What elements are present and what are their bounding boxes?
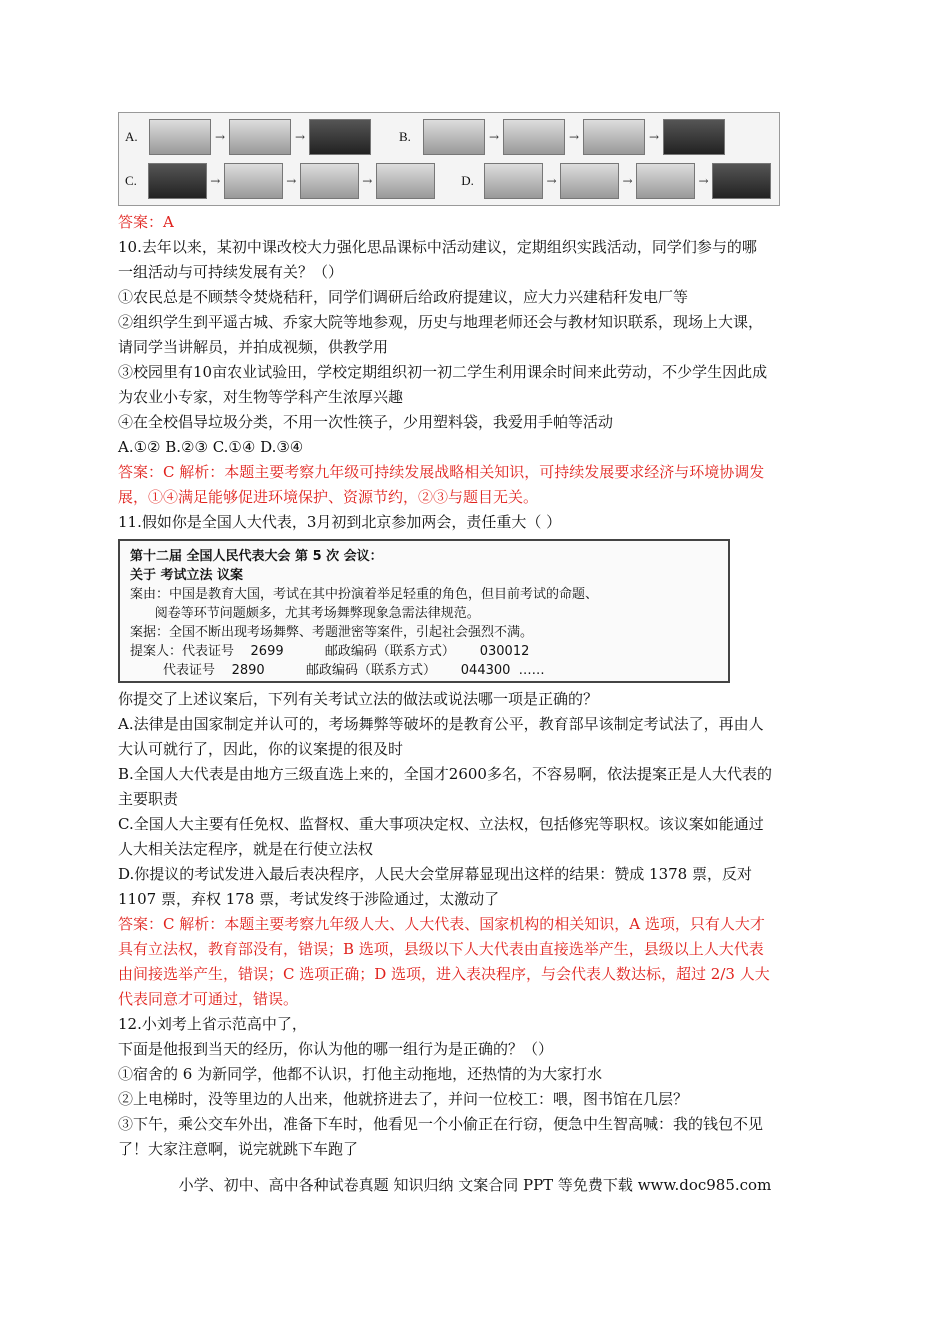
arrow-right-icon: → (362, 174, 373, 188)
question-item: ②组织学生到平遥古城、乔家大院等地参观，历史与地理老师还会与教材知识联系，现场上大课， (118, 313, 764, 331)
arrow-right-icon: → (648, 130, 660, 144)
answer-text: 答案：A (118, 213, 174, 231)
arrow-right-icon: → (294, 130, 306, 144)
question-prompt: 你提交了上述议案后，下列有关考试立法的做法或说法哪一项是正确的？ (118, 690, 599, 708)
answer-text: 由间接选举产生，错误；C 选项正确；D 选项，进入表决程序，与会代表人数达标，超过 2/3 人大 (118, 965, 770, 983)
dragon-image (300, 163, 359, 199)
option-letter: D. (461, 173, 474, 188)
arrow-right-icon: → (286, 174, 297, 188)
document-body (118, 112, 840, 1162)
answer-text: 代表同意才可通过，错误。 (118, 990, 299, 1008)
option-b: B.全国人大代表是由地方三级直选上来的，全国才2600多名，不容易啊，依法提案正是人大代表的 (118, 765, 772, 783)
question-item: ②上电梯时，没等里边的人出来，他就挤进去了，并问一位校工：喂，图书馆在几层？ (118, 1090, 689, 1108)
arrow-right-icon: → (214, 130, 226, 144)
arrow-right-icon: → (546, 174, 557, 188)
form-line: 案由：中国是教育大国，考试在其中扮演着举足轻重的角色，但目前考试的命题、 (130, 587, 599, 602)
proposal-form-image (118, 539, 730, 683)
question-item: ④在全校倡导垃圾分类，不用一次性筷子，少用塑料袋，我爱用手帕等活动 (118, 413, 614, 431)
question-stem: 12.小刘考上省示范高中了， (118, 1015, 307, 1033)
question-stem: 一组活动与可持续发展有关？（） (118, 263, 344, 281)
question-options: A.①② B.②③ C.①④ D.③④ (118, 438, 304, 456)
question-item: 了！大家注意啊，说完就跳下车跑了 (118, 1140, 359, 1158)
question-stem: 10.去年以来，某初中课改校大力强化思品课标中活动建议，定期组织实践活动，同学们参与的哪 (118, 238, 757, 256)
arrow-right-icon: → (622, 174, 633, 188)
option-letter: B. (399, 129, 411, 144)
option-letter: A. (125, 129, 138, 144)
ballet-image (309, 119, 371, 155)
question-stem: 下面是他报到当天的经历，你认为他的哪一组行为是正确的？（） (118, 1040, 554, 1058)
figure-row-2 (125, 161, 773, 201)
portrait-image (503, 119, 565, 155)
page-footer: 小学、初中、高中各种试卷真题 知识归纳 文案合同 PPT 等免费下载 www.doc985.com (178, 1176, 772, 1194)
portrait-image (636, 163, 695, 199)
form-line: 代表证号 2890 邮政编码（联系方式） 044300 …… (130, 663, 545, 678)
form-line: 第十二届 全国人民代表大会 第 5 次 会议： (130, 549, 383, 564)
question-item: 为农业小专家，对生物等学科产生浓厚兴趣 (118, 388, 404, 406)
option-a: A.法律是由国家制定并认可的，考场舞弊等破坏的是教育公平，教育部早该制定考试法了，再由人 (118, 715, 764, 733)
landmark-image (149, 119, 211, 155)
capitol-image (376, 163, 435, 199)
answer-text: 答案：C 解析：本题主要考察九年级人大、人大代表、国家机构的相关知识，A 选项，只有人大才 (118, 915, 765, 933)
dragon-image (560, 163, 619, 199)
option-b: 主要职责 (118, 790, 179, 808)
form-line: 关于 考试立法 议案 (130, 568, 244, 583)
option-a: 大认可就行了，因此，你的议案提的很及时 (118, 740, 404, 758)
question-item: 请同学当讲解员，并拍成视频，供教学用 (118, 338, 389, 356)
option-d: 1107 票，弃权 178 票，考试发终于涉险通过，太激动了 (118, 890, 500, 908)
arrow-right-icon: → (488, 130, 500, 144)
arrow-right-icon: → (210, 174, 221, 188)
question-stem: 11.假如你是全国人大代表，3月初到北京参加两会，责任重大（ ） (118, 513, 562, 531)
arrow-right-icon: → (568, 130, 580, 144)
question-item: ③下午，乘公交车外出，准备下车时，他看见一个小偷正在行窃，便急中生智高喊：我的钱包不见 (118, 1115, 764, 1133)
landscape-image (148, 163, 207, 199)
answer-text: 展，①④满足能够促进环境保护、资源节约，②③与题目无关。 (118, 488, 539, 506)
answer-text: 具有立法权，教育部没有，错误；B 选项，县级以下人大代表由直接选举产生，县级以上人大代表 (118, 940, 764, 958)
form-line: 提案人：代表证号 2699 邮政编码（联系方式） 030012 (130, 644, 530, 659)
option-c: C.全国人大主要有任免权、监督权、重大事项决定权、立法权，包括修宪等职权。该议案如能通过 (118, 815, 764, 833)
temple-image (423, 119, 485, 155)
form-line: 案据：全国不断出现考场舞弊、考题泄密等案件，引起社会强烈不满。 (130, 625, 534, 640)
question-item: ①农民总是不顾禁令焚烧秸秆，同学们调研后给政府提建议，应大力兴建秸秆发电厂等 (118, 288, 689, 306)
ballet-image (712, 163, 771, 199)
form-line: 阅卷等环节问题颇多，尤其考场舞弊现象急需法律规范。 (130, 606, 480, 621)
landmark-image (484, 163, 543, 199)
option-letter: C. (125, 173, 137, 188)
answer-text: 答案：C 解析：本题主要考察九年级可持续发展战略相关知识，可持续发展要求经济与环境协调发 (118, 463, 765, 481)
option-d: D.你提议的考试发进入最后表决程序，人民大会堂屏幕显现出这样的结果：赞成 1378 票，反对 (118, 865, 752, 883)
option-c: 人大相关法定程序，就是在行使立法权 (118, 840, 374, 858)
question-item: ③校园里有10亩农业试验田，学校定期组织初一初二学生利用课余时间来此劳动，不少学生因此成 (118, 363, 768, 381)
figure-row-1 (125, 117, 773, 157)
route-figure (118, 112, 780, 206)
dance-image (663, 119, 725, 155)
animal-image (229, 119, 291, 155)
question-item: ①宿舍的 6 为新同学，他都不认识，打他主动拖地，还热情的为大家打水 (118, 1065, 603, 1083)
ostrich-image (224, 163, 283, 199)
giraffe-image (583, 119, 645, 155)
arrow-right-icon: → (698, 174, 709, 188)
